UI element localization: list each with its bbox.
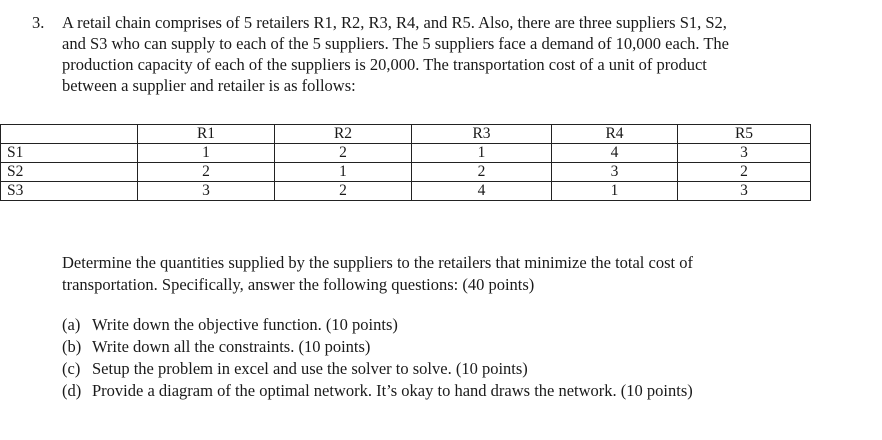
sub-question-text: Write down the objective function. (10 points) <box>92 315 398 334</box>
intro-line: production capacity of each of the suppliers is 20,000. The transportation cost of a unit of product <box>62 55 707 74</box>
table-cell: 2 <box>275 144 412 163</box>
sub-question-text: Write down all the constraints. (10 points) <box>92 337 371 356</box>
sub-question-d <box>62 380 862 402</box>
sub-question-b <box>62 336 862 358</box>
intro-line: and S3 who can supply to each of the 5 suppliers. The 5 suppliers face a demand of 10,000 each. The <box>62 34 730 53</box>
table-cell: 3 <box>678 182 811 201</box>
column-header: R2 <box>275 125 412 144</box>
column-header: R3 <box>412 125 552 144</box>
table-cell: 2 <box>138 163 275 182</box>
sub-questions-list <box>62 314 862 402</box>
sub-question-label: (d) <box>62 381 82 400</box>
table-cell: 4 <box>412 182 552 201</box>
table-row <box>1 163 811 182</box>
column-header: R1 <box>138 125 275 144</box>
row-header: S3 <box>1 182 138 201</box>
sub-question-a <box>62 314 862 336</box>
table-cell: 3 <box>552 163 678 182</box>
sub-question-label: (b) <box>62 337 82 356</box>
row-header: S2 <box>1 163 138 182</box>
table-cell: 3 <box>678 144 811 163</box>
question-intro <box>62 12 852 96</box>
intro-line: between a supplier and retailer is as follows: <box>62 76 356 95</box>
determine-paragraph <box>62 252 852 296</box>
sub-question-label: (a) <box>62 315 81 334</box>
intro-line: A retail chain comprises of 5 retailers R1, R2, R3, R4, and R5. Also, there are three suppliers S1, S2, <box>62 13 727 32</box>
column-header: R5 <box>678 125 811 144</box>
sub-question-text: Setup the problem in excel and use the solver to solve. (10 points) <box>92 359 528 378</box>
table-cell: 1 <box>138 144 275 163</box>
sub-question-label: (c) <box>62 359 81 378</box>
table-cell: 1 <box>412 144 552 163</box>
table-cell: 2 <box>412 163 552 182</box>
row-header: S1 <box>1 144 138 163</box>
sub-question-c <box>62 358 862 380</box>
table-header-row <box>1 125 811 144</box>
table-cell: 3 <box>138 182 275 201</box>
determine-line: Determine the quantities supplied by the suppliers to the retailers that minimize the total cost of <box>62 253 693 272</box>
table-cell: 4 <box>552 144 678 163</box>
table-cell: 2 <box>678 163 811 182</box>
question-number: 3. <box>32 13 45 32</box>
table-cell: 1 <box>275 163 412 182</box>
table-corner-cell <box>1 125 138 144</box>
sub-question-text: Provide a diagram of the optimal network. It’s okay to hand draws the network. (10 points) <box>92 381 693 400</box>
table-cell: 1 <box>552 182 678 201</box>
table-row <box>1 182 811 201</box>
column-header: R4 <box>552 125 678 144</box>
table-row <box>1 144 811 163</box>
table-cell: 2 <box>275 182 412 201</box>
determine-line: transportation. Specifically, answer the following questions: (40 points) <box>62 275 535 294</box>
transportation-cost-table <box>0 124 811 201</box>
